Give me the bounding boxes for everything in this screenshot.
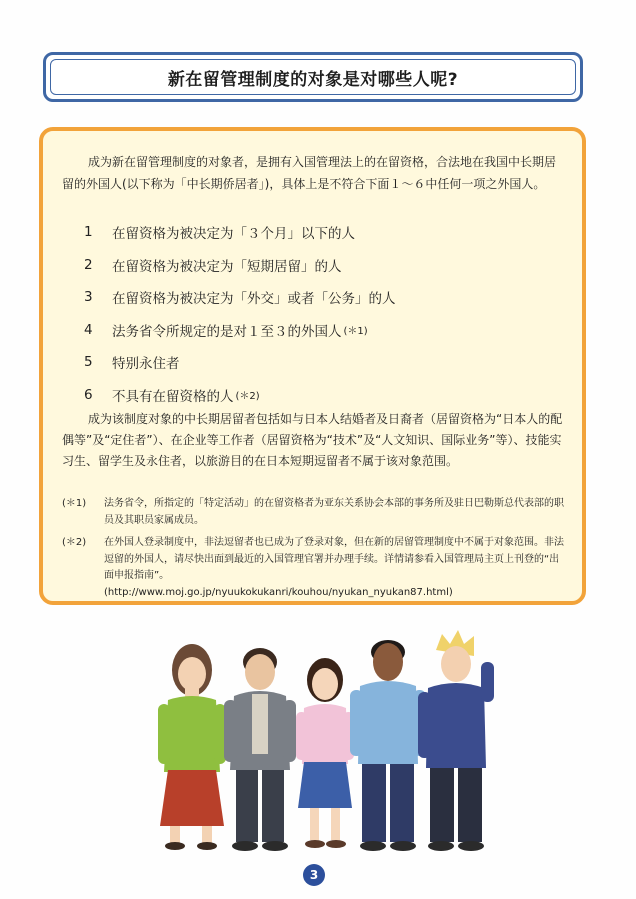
footnote-text: 法务省令，所指定的「特定活动」的在留资格者为亚东关系协会本部的事务所及驻日巴勒斯总代表部的职员及其职员家属成员。 [104,498,564,526]
intro-paragraph: 成为新在留管理制度的对象者，是拥有入国管理法上的在留资格，合法地在我国中长期居留的外国人(以下称为「中长期侨居者」)，具体上是不符合下面１～６中任何一项之外国人。 [62,155,557,191]
person-woman-pink [296,658,354,848]
title-frame [43,52,583,102]
exclusion-list [84,216,564,411]
footnote-mark: (＊1) [62,498,87,509]
guide-link[interactable]: (http://www.moj.go.jp/nyuukokukanri/kouhou/nyukan_nyukan87.html) [104,586,453,598]
footnote-1 [62,496,567,529]
person-man-navy [418,630,494,851]
footnote-mark: (＊2) [62,537,87,548]
list-item [84,379,564,412]
list-item [84,346,564,379]
people-illustration [140,622,510,854]
list-item [84,249,564,282]
item-note: (＊1) [343,326,368,338]
person-woman-green [158,644,226,850]
page-number-badge: 3 [303,864,325,886]
item-text: 特别永住者 [112,356,180,373]
item-text: 在留资格为被决定为「短期居留」的人 [112,258,342,275]
item-number: 6 [84,386,93,403]
item-text: 不具有在留资格的人 [112,388,234,405]
footnote-text: 在外国人登录制度中，非法逗留者也已成为了登录对象，但在新的居留管理制度中不属于对象范围。非法逗留的外国人，请尽快出面到最近的入国管理官署并办理手续。详情请参看入国管理局主页上刊登的“出面申报指南”。 [104,537,564,581]
list-item [84,314,564,347]
person-man-grey [224,648,296,851]
item-text: 在留资格为被决定为「３个月」以下的人 [112,226,355,243]
scope-paragraph: 成为该制度对象的中长期居留者包括如与日本人结婚者及日裔者（居留资格为“日本人的配偶等”及“定住者”）、在企业等工作者（居留资格为“技术”及“人文知识、国际业务”等）、技能实习生、留学生及永住者，以旅游目的在日本短期逗留者不属于该对象范围。 [62,412,563,468]
item-note: (＊2) [235,391,260,403]
item-number: 2 [84,256,93,273]
person-man-blue [350,640,426,851]
footnote-2 [62,535,567,601]
footnotes [62,496,567,607]
item-number: 4 [84,321,93,338]
item-number: 3 [84,289,93,306]
item-text: 法务省令所规定的是对１至３的外国人 [112,323,342,340]
list-item [84,216,564,249]
item-number: 1 [84,224,93,241]
item-text: 在留资格为被决定为「外交」或者「公务」的人 [112,291,396,308]
item-number: 5 [84,354,93,371]
list-item [84,281,564,314]
page-title: 新在留管理制度的对象是对哪些人呢? [50,59,576,95]
